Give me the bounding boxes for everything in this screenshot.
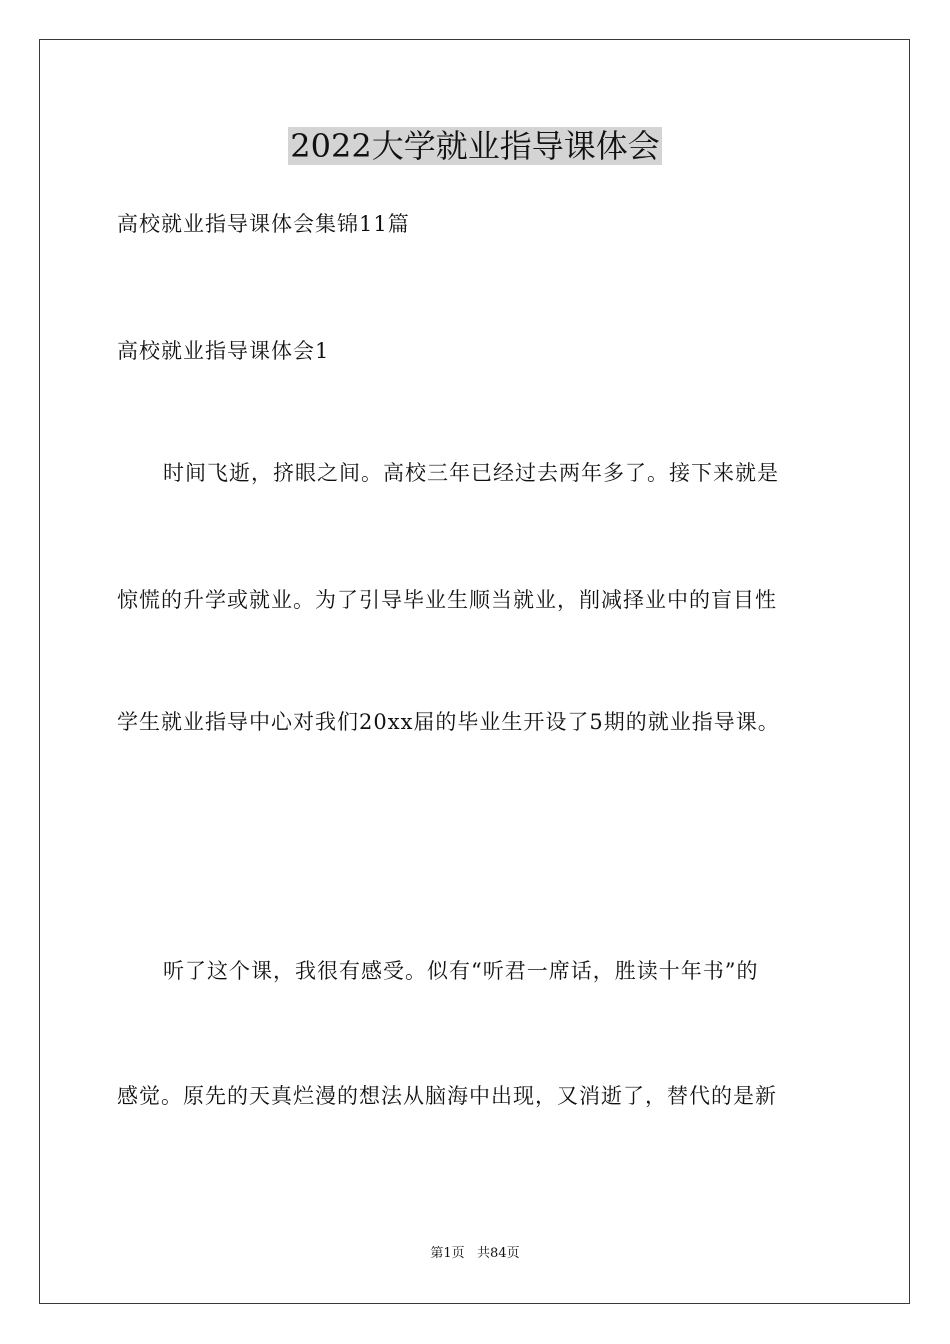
document-title xyxy=(0,124,950,168)
paragraph-1-line-3: 学生就业指导中心对我们20xx届的毕业生开设了5期的就业指导课。 xyxy=(117,710,780,734)
paragraph-1-line-1: 时间飞逝，挤眼之间。高校三年已经过去两年多了。接下来就是 xyxy=(163,461,779,485)
section-heading: 高校就业指导课体会1 xyxy=(117,339,330,363)
paragraph-1-line-2: 惊慌的升学或就业。为了引导毕业生顺当就业，削减择业中的盲目性 xyxy=(117,588,777,612)
page-number-footer: 第1页 共84页 xyxy=(430,1246,520,1261)
paragraph-2-line-2: 感觉。原先的天真烂漫的想法从脑海中出现，又消逝了，替代的是新 xyxy=(117,1084,777,1108)
document-subtitle: 高校就业指导课体会集锦11篇 xyxy=(117,212,410,236)
paragraph-2-line-1: 听了这个课，我很有感受。似有“听君一席话，胜读十年书”的 xyxy=(163,959,759,983)
document-title-text: 2022大学就业指导课体会 xyxy=(290,127,660,165)
